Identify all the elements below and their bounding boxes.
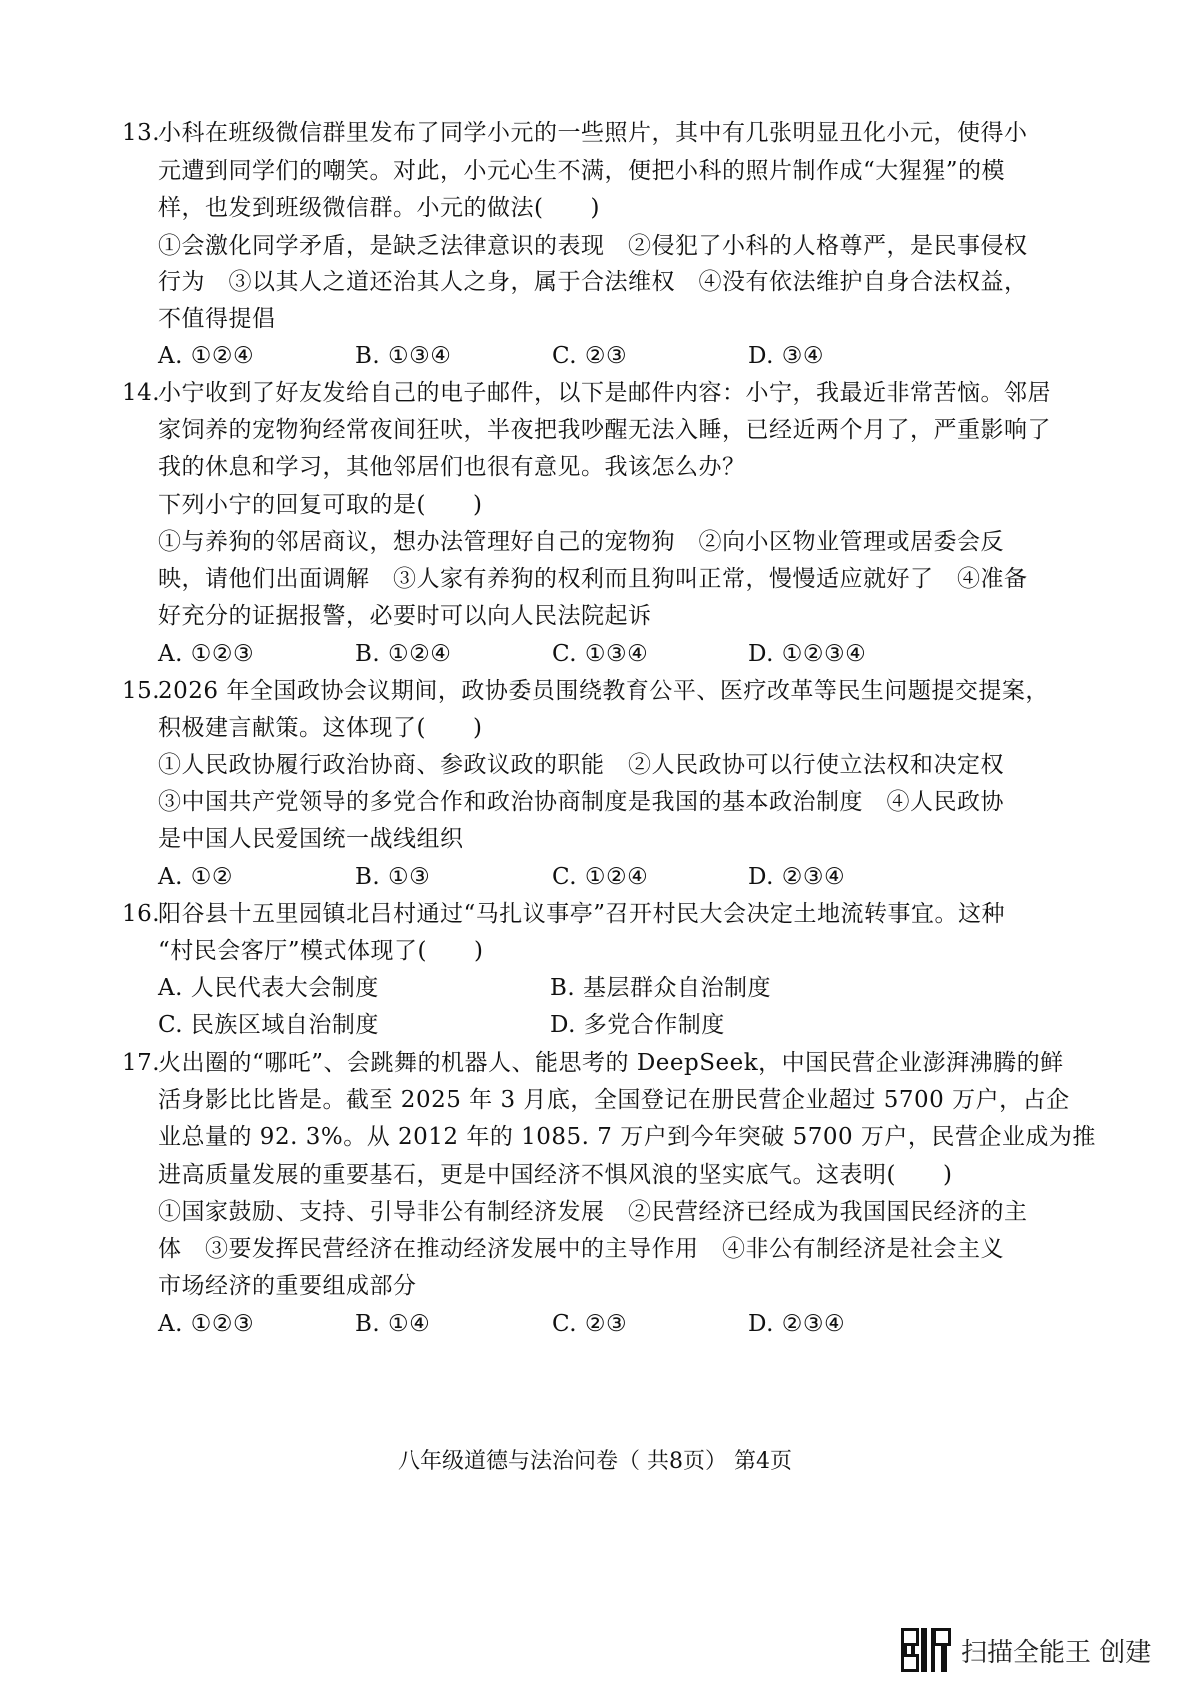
- question-14-line: 映，请他们出面调解 ③人家有养狗的权利而且狗叫正常，慢慢适应就好了 ④准备: [158, 566, 1028, 592]
- option-c[interactable]: C. ②③: [552, 343, 628, 369]
- question-14-line: 家饲养的宠物狗经常夜间狂吠，半夜把我吵醒无法入睡，已经近两个月了，严重影响了: [158, 417, 1051, 443]
- question-17-line: 业总量的 92. 3%。从 2012 年的 1085. 7 万户到今年突破 5700 万户，民营企业成为推: [158, 1124, 1096, 1150]
- option-b[interactable]: B. ①③: [355, 864, 431, 890]
- option-c[interactable]: C. ①②④: [552, 864, 649, 890]
- option-a[interactable]: A. 人民代表大会制度: [158, 975, 379, 1001]
- question-14-number: 14.: [122, 380, 161, 406]
- option-c[interactable]: C. ②③: [552, 1311, 628, 1337]
- option-d[interactable]: D. ②③④: [748, 864, 846, 890]
- question-16-number: 16.: [122, 901, 161, 927]
- option-a[interactable]: A. ①②: [158, 864, 233, 890]
- option-d[interactable]: D. ③④: [748, 343, 824, 369]
- question-14-line: 下列小宁的回复可取的是( ): [158, 492, 483, 518]
- option-b[interactable]: B. ①③④: [355, 343, 452, 369]
- option-a[interactable]: A. ①②③: [158, 1311, 255, 1337]
- option-a[interactable]: A. ①②③: [158, 641, 255, 667]
- question-17-line: 进高质量发展的重要基石，更是中国经济不惧风浪的坚实底气。这表明( ): [158, 1162, 953, 1188]
- question-17-number: 17.: [122, 1050, 161, 1076]
- question-13-line: ①会激化同学矛盾，是缺乏法律意识的表现 ②侵犯了小科的人格尊严，是民事侵权: [158, 233, 1028, 259]
- option-a[interactable]: A. ①②④: [158, 343, 255, 369]
- question-15-line: ③中国共产党领导的多党合作和政治协商制度是我国的基本政治制度 ④人民政协: [158, 789, 1004, 815]
- option-c[interactable]: C. 民族区域自治制度: [158, 1012, 379, 1038]
- question-13-line: 小科在班级微信群里发布了同学小元的一些照片，其中有几张明显丑化小元，使得小: [158, 120, 1028, 146]
- option-d[interactable]: D. ②③④: [748, 1311, 846, 1337]
- question-14-line: ①与养狗的邻居商议，想办法管理好自己的宠物狗 ②向小区物业管理或居委会反: [158, 529, 1004, 555]
- question-13-line: 行为 ③以其人之道还治其人之身，属于合法维权 ④没有依法维护自身合法权益，: [158, 269, 1028, 295]
- question-13-line: 元遭到同学们的嘲笑。对此，小元心生不满，便把小科的照片制作成“大猩猩”的模: [158, 158, 1006, 184]
- question-16-line: 阳谷县十五里园镇北吕村通过“马扎议事亭”召开村民大会决定土地流转事宜。这种: [158, 901, 1006, 927]
- question-14-line: 我的休息和学习，其他邻居们也很有意见。我该怎么办？: [158, 454, 746, 480]
- question-17-line: 体 ③要发挥民营经济在推动经济发展中的主导作用 ④非公有制经济是社会主义: [158, 1236, 1004, 1262]
- question-17-line: 活身影比比皆是。截至 2025 年 3 月底，全国登记在册民营企业超过 5700 万户，占企: [158, 1087, 1070, 1113]
- option-c[interactable]: C. ①③④: [552, 641, 649, 667]
- option-b[interactable]: B. 基层群众自治制度: [550, 975, 772, 1001]
- page-footer: 八年级道德与法治问卷（ 共8页） 第4页: [398, 1449, 792, 1474]
- question-14-line: 小宁收到了好友发给自己的电子邮件，以下是邮件内容：小宁，我最近非常苦恼。邻居: [158, 380, 1051, 406]
- option-d[interactable]: D. 多党合作制度: [550, 1012, 725, 1038]
- question-13-line: 不值得提倡: [158, 306, 276, 332]
- scanner-label: 扫描全能王 创建: [961, 1637, 1152, 1668]
- question-15-number: 15.: [122, 678, 161, 704]
- question-15-line: 积极建言献策。这体现了( ): [158, 715, 483, 741]
- qr-code-icon: [901, 1628, 951, 1672]
- question-17-line: 市场经济的重要组成部分: [158, 1273, 417, 1299]
- question-17-line: 火出圈的“哪吒”、会跳舞的机器人、能思考的 DeepSeek，中国民营企业澎湃沸腾的鲜: [158, 1050, 1064, 1076]
- question-16-line: “村民会客厅”模式体现了( ): [158, 938, 484, 964]
- question-13-line: 样，也发到班级微信群。小元的做法( ): [158, 195, 600, 221]
- question-17-line: ①国家鼓励、支持、引导非公有制经济发展 ②民营经济已经成为我国国民经济的主: [158, 1199, 1028, 1225]
- option-b[interactable]: B. ①②④: [355, 641, 452, 667]
- question-14-line: 好充分的证据报警，必要时可以向人民法院起诉: [158, 603, 652, 629]
- question-15-line: 是中国人民爱国统一战线组织: [158, 826, 464, 852]
- scanner-watermark: [901, 1628, 1151, 1672]
- question-13-number: 13.: [122, 120, 161, 146]
- question-15-line: ①人民政协履行政治协商、参政议政的职能 ②人民政协可以行使立法权和决定权: [158, 752, 1004, 778]
- option-b[interactable]: B. ①④: [355, 1311, 431, 1337]
- option-d[interactable]: D. ①②③④: [748, 641, 867, 667]
- question-15-line: 2026 年全国政协会议期间，政协委员围绕教育公平、医疗改革等民生问题提交提案，: [158, 678, 1049, 704]
